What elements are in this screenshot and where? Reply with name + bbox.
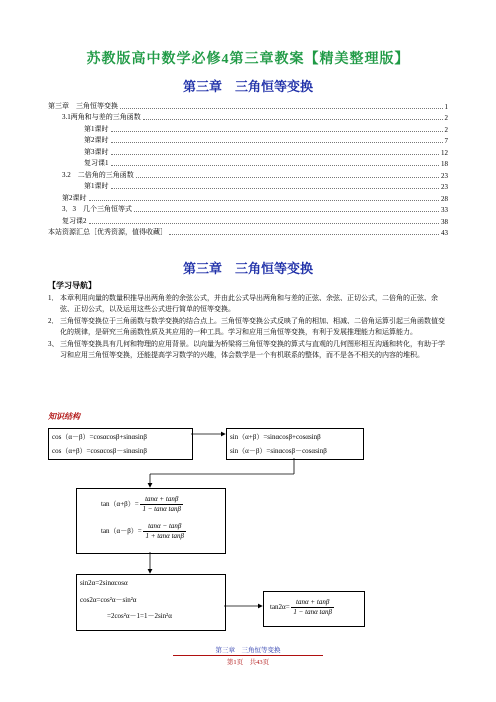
page-footer [0, 645, 496, 666]
toc-leader-dots [111, 188, 440, 189]
toc-entry[interactable] [48, 203, 448, 215]
toc-entry-page: 28 [441, 194, 448, 203]
tan-double-angle-formula [270, 598, 334, 617]
toc-entry-label: 3.2 二倍角的三角函数 [62, 170, 134, 179]
learning-guide-heading: 【学习导航】 [48, 281, 96, 290]
tan-difference-denominator: 1 + tanα tanβ [145, 532, 185, 540]
table-of-contents [48, 99, 448, 237]
toc-entry-label: 复习课2 [62, 216, 87, 225]
tan-difference-fraction [143, 522, 186, 541]
footer-rule [173, 655, 323, 656]
tan-sum-formula [101, 495, 183, 514]
toc-entry[interactable] [48, 214, 448, 226]
toc-entry-page: 2 [444, 114, 448, 122]
guide-item [48, 339, 448, 362]
toc-entry-label: 第2课时 [62, 193, 87, 202]
learning-guide [48, 280, 448, 362]
toc-entry-page: 7 [444, 137, 448, 145]
toc-entry-label: 3.1两角和与差的三角函数 [62, 113, 141, 121]
document-header-title: 苏教版高中数学必修4第三章教案【精美整理版】 [86, 52, 410, 67]
toc-entry-page: 23 [441, 171, 448, 180]
toc-entry-label: 复习课1 [84, 159, 109, 167]
toc-entry-page: 12 [441, 148, 448, 157]
guide-item [48, 293, 448, 316]
toc-leader-dots [111, 154, 440, 155]
tan-sum-denominator: 1 − tanα tanβ [142, 505, 181, 513]
guide-item-number: 2． [48, 316, 59, 325]
guide-item [48, 316, 448, 339]
tan-difference-formula [101, 522, 186, 541]
toc-entry-page: 2 [444, 125, 448, 134]
cos-formula-box [48, 428, 193, 460]
tan-double-angle-denominator: 1 − tanα tanβ [293, 608, 332, 616]
tan-double-angle-fraction [291, 598, 334, 617]
sin-double-angle-formula: sin2α=2sinαcosα [80, 579, 128, 587]
toc-entry-label: 第1课时 [84, 182, 109, 190]
toc-entry-page: 18 [441, 160, 448, 168]
sin-formula-box [226, 428, 364, 460]
toc-entry-page: 33 [441, 206, 448, 214]
toc-entry[interactable] [48, 99, 448, 111]
guide-item-text: 三角恒等变换具有几何和物理的应用背景。以向量为桥梁将三角恒等变换的算式与直观的几何图形相互沟通和转化，有助于学习和应用三角恒等变换，还能提高学习数学的兴趣，体会数学是一个有机联系的整体，而不是各不相关的内容的堆积。 [60, 339, 445, 359]
footer-page-number: 第1页 共43页 [226, 659, 270, 666]
toc-leader-dots [111, 131, 443, 132]
toc-entry-page: 1 [444, 102, 448, 111]
toc-leader-dots [136, 177, 439, 178]
toc-leader-dots [169, 234, 439, 235]
tan-difference-numerator: tanα − tanβ [143, 522, 186, 532]
toc-entry-label: 第三章 三角恒等变换 [48, 101, 118, 110]
toc-entry[interactable] [48, 111, 448, 123]
tan-double-angle-box [263, 591, 365, 627]
toc-leader-dots [143, 119, 443, 120]
toc-leader-dots [120, 108, 443, 109]
toc-entry-label: 第1课时 [84, 124, 109, 133]
toc-entry-label: 本站资源汇总［优秀资源，值得收藏］ [48, 228, 167, 236]
toc-entry[interactable] [48, 134, 448, 146]
toc-entry[interactable] [48, 180, 448, 192]
tan-double-angle-prefix: tan2α= [270, 603, 290, 612]
toc-entry-label: 第3课时 [84, 147, 109, 156]
cos-double-angle-formula: cos2α=cos²α－sin²α [80, 596, 137, 604]
toc-entry-label: 第2课时 [84, 136, 109, 144]
sin-difference-formula: sin（α－β）=sinαcosβ－cosαsinβ [230, 447, 327, 455]
guide-item-text: 三角恒等变换位于三角函数与数学变换的结合点上。三角恒等变换公式反映了角的相加、相减、二倍角运算引起三角函数值变化的规律，是研究三角函数性质及其应用的一种工具。学习和应用三角恒等变换，有利于发展推理能力和运算能力。 [60, 316, 445, 336]
tan-sum-fraction [140, 495, 183, 514]
chapter-title-repeat: 第三章 三角恒等变换 [182, 261, 313, 276]
tan-sum-numerator: tanα + tanβ [140, 495, 183, 505]
toc-leader-dots [134, 211, 439, 212]
cos-difference-formula: cos（α－β）=cosαcosβ+sinαsinβ [52, 433, 147, 441]
toc-entry[interactable] [48, 168, 448, 180]
toc-entry-page: 43 [441, 229, 448, 237]
toc-entry[interactable] [48, 157, 448, 169]
toc-leader-dots [111, 142, 443, 143]
cos-sum-formula: cos（α+β）=cosαcosβ－sinαsinβ [52, 447, 147, 455]
knowledge-structure-label: 知识结构 [48, 412, 80, 421]
footer-chapter: 第三章 三角恒等变换 [215, 647, 281, 654]
guide-item-number: 1． [48, 293, 59, 302]
toc-entry[interactable] [48, 226, 448, 238]
toc-leader-dots [89, 200, 440, 201]
toc-leader-dots [89, 223, 440, 224]
tan-formula-box [76, 488, 226, 554]
sin-sum-formula: sin（α+β）=sinαcosβ+cosαsinβ [230, 433, 321, 441]
cos-double-angle-variants: =2cos²α－1=1－2sin²α [107, 612, 172, 620]
toc-entry[interactable] [48, 122, 448, 134]
guide-item-text: 本章利用向量的数量积推导出两角差的余弦公式，并由此公式导出两角和与差的正弦、余弦、正切公式，二倍角的正弦、余弦、正切公式，以及运用这些公式进行简单的恒等变换。 [60, 293, 438, 313]
tan-sum-prefix: tan（α+β）= [101, 500, 139, 509]
tan-difference-prefix: tan（α－β）= [101, 527, 142, 536]
toc-entry[interactable] [48, 145, 448, 157]
double-angle-box [76, 574, 226, 631]
toc-entry-page: 23 [441, 183, 448, 191]
toc-leader-dots [111, 165, 440, 166]
toc-entry-page: 38 [441, 217, 448, 226]
toc-entry-label: 3．3 几个三角恒等式 [62, 205, 132, 213]
guide-item-number: 3、 [48, 339, 59, 348]
chapter-title: 第三章 三角恒等变换 [182, 79, 313, 94]
tan-double-angle-numerator: tanα + tanβ [291, 598, 334, 608]
toc-entry[interactable] [48, 191, 448, 203]
